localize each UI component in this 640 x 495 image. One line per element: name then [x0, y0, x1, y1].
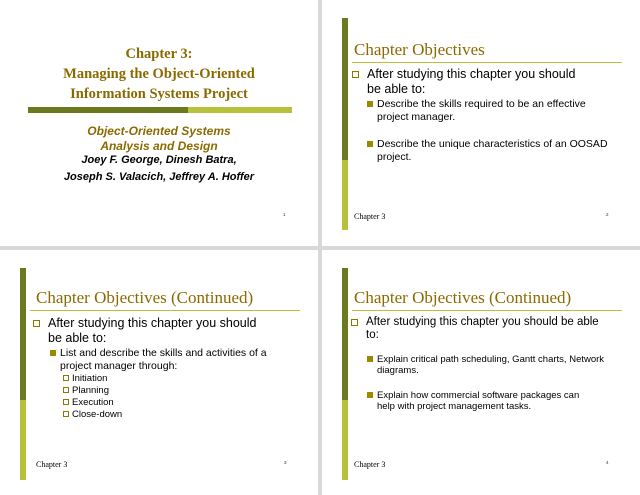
sidebar-dark — [20, 268, 26, 400]
slide-title: Chapter Objectives (Continued) — [36, 288, 254, 307]
square-bullet-icon — [50, 350, 56, 356]
decor-band-dark — [28, 107, 188, 113]
page-number: 3 — [284, 460, 287, 465]
list-item-text: Explain how commercial software packages can help with project management tasks. — [377, 390, 580, 412]
sub-item — [72, 397, 114, 408]
sub-item-text: Initiation — [72, 373, 108, 384]
title-line: Chapter 3: — [125, 46, 193, 62]
lead-bullet — [367, 67, 577, 97]
slide-1[interactable] — [0, 0, 318, 246]
list-item — [377, 98, 592, 124]
list-item — [377, 354, 617, 376]
slide-footer: Chapter 3 — [36, 460, 68, 469]
book-title-line: Object-Oriented Systems — [87, 124, 231, 138]
lead-bullet — [366, 316, 601, 342]
slide-1-title — [40, 44, 278, 104]
slide-footer: Chapter 3 — [354, 460, 386, 469]
sidebar-light — [342, 160, 348, 230]
decor-band-light — [188, 107, 292, 113]
title-rule — [30, 310, 300, 311]
square-bullet-icon — [367, 101, 373, 107]
hollow-square-bullet-icon — [63, 387, 69, 393]
book-title-line: Analysis and Design — [100, 139, 218, 153]
square-bullet-icon — [367, 356, 373, 362]
title-line: Information Systems Project — [70, 86, 248, 102]
book-title — [40, 124, 278, 154]
list-item-text: Explain critical path scheduling, Gantt charts, Network diagrams. — [377, 354, 605, 376]
sub-item — [72, 373, 107, 384]
sub-item-text: Planning — [72, 385, 109, 396]
authors — [34, 152, 284, 186]
author-line: Joey F. George, Dinesh Batra, — [81, 154, 237, 166]
hollow-square-bullet-icon — [63, 399, 69, 405]
page-number: 2 — [606, 212, 609, 217]
slide-3[interactable] — [0, 250, 318, 495]
page-number: 4 — [606, 460, 609, 465]
list-item — [377, 138, 617, 164]
sub-item-text: Execution — [72, 397, 114, 408]
hollow-square-bullet-icon — [33, 320, 40, 327]
slide-title: Chapter Objectives — [354, 40, 485, 59]
sidebar-light — [342, 400, 348, 480]
title-rule — [352, 310, 622, 311]
list-item-text: Describe the skills required to be an effective project manager. — [377, 98, 586, 123]
author-line: Joseph S. Valacich, Jeffrey A. Hoffer — [63, 171, 255, 183]
slide-footer: Chapter 3 — [354, 212, 386, 221]
square-bullet-icon — [367, 392, 373, 398]
sub-item — [72, 409, 122, 420]
sidebar-dark — [342, 268, 348, 400]
title-line: Managing the Object-Oriented — [63, 66, 255, 82]
sidebar-light — [20, 400, 26, 480]
sidebar-dark — [342, 18, 348, 160]
lead-bullet — [48, 316, 258, 346]
slide-2[interactable] — [322, 0, 640, 246]
list-item-text: Describe the unique characteristics of an OOSAD project. — [377, 138, 608, 163]
lead-text: After studying this chapter you should be able to: — [48, 316, 257, 345]
list-item — [60, 347, 290, 373]
hollow-square-bullet-icon — [63, 411, 69, 417]
sub-item-text: Close-down — [72, 409, 123, 420]
lead-text: After studying this chapter you should be able to: — [367, 67, 576, 96]
page-number: 1 — [283, 212, 286, 217]
slide-title: Chapter Objectives (Continued) — [354, 288, 572, 307]
hollow-square-bullet-icon — [351, 319, 358, 326]
lead-text: After studying this chapter you should be able to: — [366, 316, 599, 341]
title-rule — [352, 62, 622, 63]
list-item-text: List and describe the skills and activities of a project manager through: — [60, 347, 267, 372]
hollow-square-bullet-icon — [352, 71, 359, 78]
list-item — [377, 390, 597, 412]
slide-4[interactable] — [322, 250, 640, 495]
hollow-square-bullet-icon — [63, 375, 69, 381]
sub-item — [72, 385, 109, 396]
square-bullet-icon — [367, 141, 373, 147]
